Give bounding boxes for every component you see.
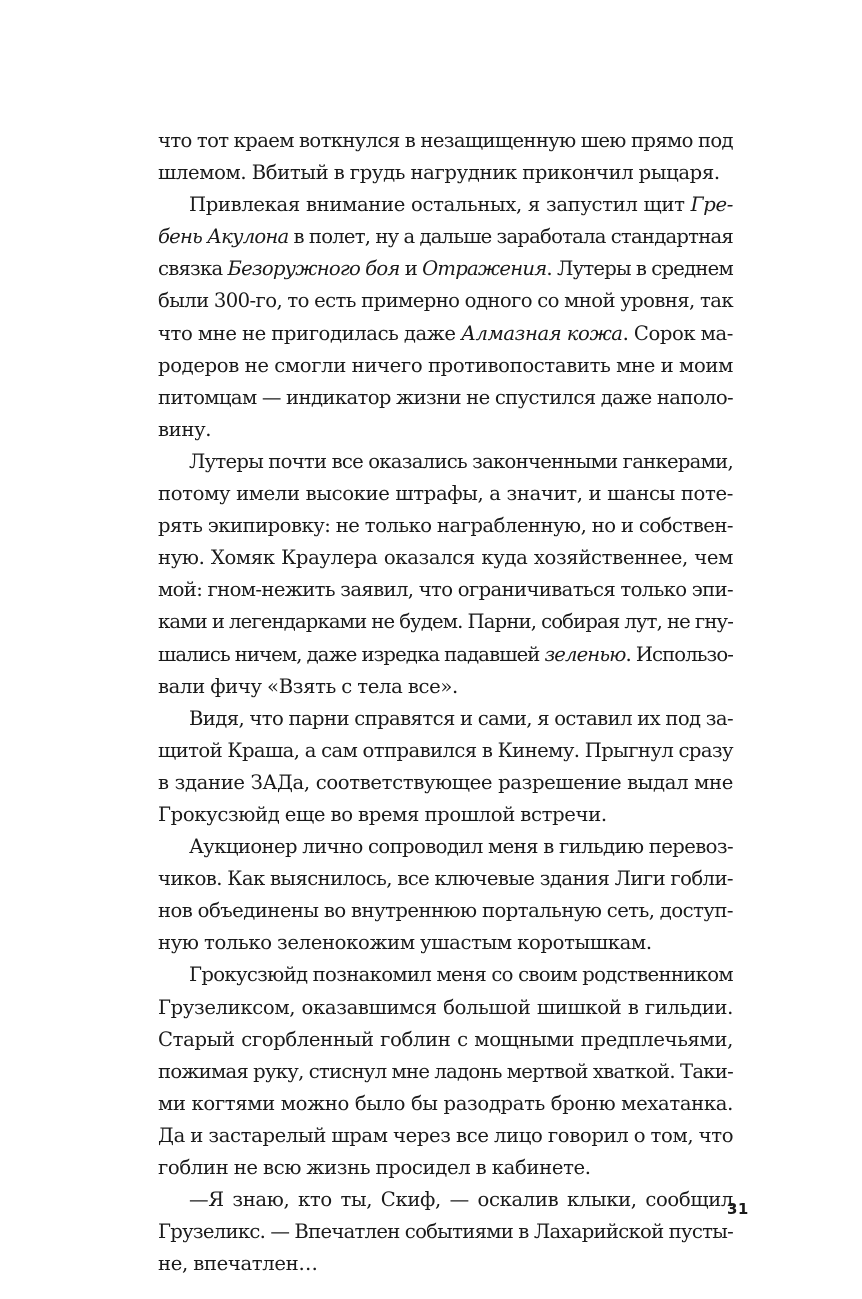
text-segment: что мне не пригодилась даже bbox=[158, 321, 462, 345]
text-line bbox=[158, 221, 733, 253]
text-segment: ками и легендарками не будем. Парни, собирая лут, не гну- bbox=[158, 610, 733, 634]
text-segment: ную. Хомяк Краулера оказался куда хозяйственнее, чем bbox=[158, 546, 733, 570]
text-line bbox=[158, 863, 733, 895]
text-line bbox=[158, 831, 733, 863]
italic-term: Гре- bbox=[690, 193, 733, 217]
text-line bbox=[158, 189, 733, 221]
text-line bbox=[158, 1056, 733, 1088]
text-line bbox=[158, 799, 733, 831]
page-number: 31 bbox=[727, 1200, 749, 1218]
text-segment: . Лутеры в среднем bbox=[546, 257, 733, 281]
text-line bbox=[158, 767, 733, 799]
text-line bbox=[158, 959, 733, 991]
text-segment: Грокусзюйд познакомил меня со своим родственником bbox=[189, 963, 733, 987]
text-line bbox=[158, 1184, 733, 1216]
text-line bbox=[158, 671, 733, 703]
text-line bbox=[158, 1152, 733, 1184]
text-segment: . Использо- bbox=[625, 642, 733, 666]
body-text bbox=[158, 125, 733, 1280]
text-line bbox=[158, 895, 733, 927]
text-segment: в здание ЗАДа, соответствующее разрешение выдал мне bbox=[158, 770, 733, 794]
text-line bbox=[158, 382, 733, 414]
text-line bbox=[158, 285, 733, 317]
text-line bbox=[158, 318, 733, 350]
text-segment: —Я знаю, кто ты, Скиф, — оскалив клыки, сообщил bbox=[189, 1188, 733, 1212]
text-segment: родеров не смогли ничего противопоставить мне и моим bbox=[158, 353, 733, 377]
text-line bbox=[158, 350, 733, 382]
text-segment: шались ничем, даже изредка падавшей bbox=[158, 642, 545, 666]
text-segment: Грузеликсом, оказавшимся большой шишкой в гильдии. bbox=[158, 995, 733, 1019]
text-segment: щитой Краша, а сам отправился в Кинему. Прыгнул сразу bbox=[158, 738, 733, 762]
italic-term: Алмазная кожа bbox=[461, 321, 623, 345]
text-line bbox=[158, 414, 733, 446]
text-segment: питомцам — индикатор жизни не спустился даже наполо- bbox=[158, 385, 733, 409]
italic-term: бень Акулона bbox=[158, 225, 289, 249]
text-segment: были 300-го, то есть примерно одного со мной уровня, так bbox=[158, 289, 733, 313]
text-segment: связка bbox=[158, 257, 228, 281]
text-line bbox=[158, 510, 733, 542]
text-segment: вали фичу «Взять с тела все». bbox=[158, 674, 458, 698]
text-line bbox=[158, 606, 733, 638]
text-segment: ми когтями можно было бы разодрать броню мехатанка. bbox=[158, 1091, 733, 1115]
text-segment: в полет, ну а дальше заработала стандартная bbox=[288, 225, 733, 249]
italic-term: зеленью bbox=[544, 642, 626, 666]
text-segment: чиков. Как выяснилось, все ключевые здания Лиги гобли- bbox=[158, 867, 733, 891]
text-segment: . Сорок ма- bbox=[622, 321, 733, 345]
text-line bbox=[158, 927, 733, 959]
text-line bbox=[158, 446, 733, 478]
text-segment: мой: гном-нежить заявил, что ограничиваться только эпи- bbox=[158, 578, 733, 602]
text-line bbox=[158, 1024, 733, 1056]
text-segment: ную только зеленокожим ушастым коротышкам. bbox=[158, 931, 652, 955]
text-segment: Аукционер лично сопроводил меня в гильдию перевоз- bbox=[189, 835, 733, 859]
text-line bbox=[158, 735, 733, 767]
text-segment: рять экипировку: не только награбленную, но и собствен- bbox=[158, 514, 733, 538]
text-line bbox=[158, 157, 733, 189]
text-segment: потому имели высокие штрафы, а значит, и шансы поте- bbox=[158, 482, 733, 506]
text-line bbox=[158, 478, 733, 510]
text-line bbox=[158, 1248, 733, 1280]
text-segment: Грузеликс. — Впечатлен событиями в Лахарийской пусты- bbox=[158, 1220, 733, 1244]
text-line bbox=[158, 1088, 733, 1120]
text-segment: что тот краем воткнулся в незащищенную шею прямо под bbox=[158, 129, 733, 152]
text-segment: вину. bbox=[158, 417, 212, 441]
text-segment: Грокусзюйд еще во время прошлой встречи. bbox=[158, 802, 607, 826]
text-line bbox=[158, 125, 733, 157]
text-segment: и bbox=[399, 257, 423, 281]
text-segment: шлемом. Вбитый в грудь нагрудник прикончил рыцаря. bbox=[158, 161, 720, 185]
text-segment: пожимая руку, стиснул мне ладонь мертвой хваткой. Таки- bbox=[158, 1059, 733, 1083]
text-segment: Да и застарелый шрам через все лицо говорил о том, что bbox=[158, 1123, 734, 1147]
italic-term: Отражения bbox=[422, 257, 547, 281]
text-segment: нов объединены во внутреннюю портальную сеть, доступ- bbox=[158, 899, 733, 923]
text-line bbox=[158, 1120, 733, 1152]
text-segment: не, впечатлен… bbox=[158, 1252, 318, 1276]
text-line bbox=[158, 1216, 733, 1248]
text-line bbox=[158, 574, 733, 606]
text-segment: Привлекая внимание остальных, я запустил щит bbox=[189, 193, 691, 217]
text-line bbox=[158, 992, 733, 1024]
text-segment: гоблин не всю жизнь просидел в кабинете. bbox=[158, 1156, 591, 1179]
text-segment: Видя, что парни справятся и сами, я оставил их под за- bbox=[189, 706, 733, 730]
text-line bbox=[158, 542, 733, 574]
text-line bbox=[158, 253, 733, 285]
italic-term: Безоружного боя bbox=[227, 257, 400, 281]
text-line bbox=[158, 703, 733, 735]
text-segment: Старый сгорбленный гоблин с мощными предплечьями, bbox=[158, 1027, 733, 1051]
text-segment: Лутеры почти все оказались законченными ганкерами, bbox=[189, 449, 733, 473]
text-line bbox=[158, 639, 733, 671]
